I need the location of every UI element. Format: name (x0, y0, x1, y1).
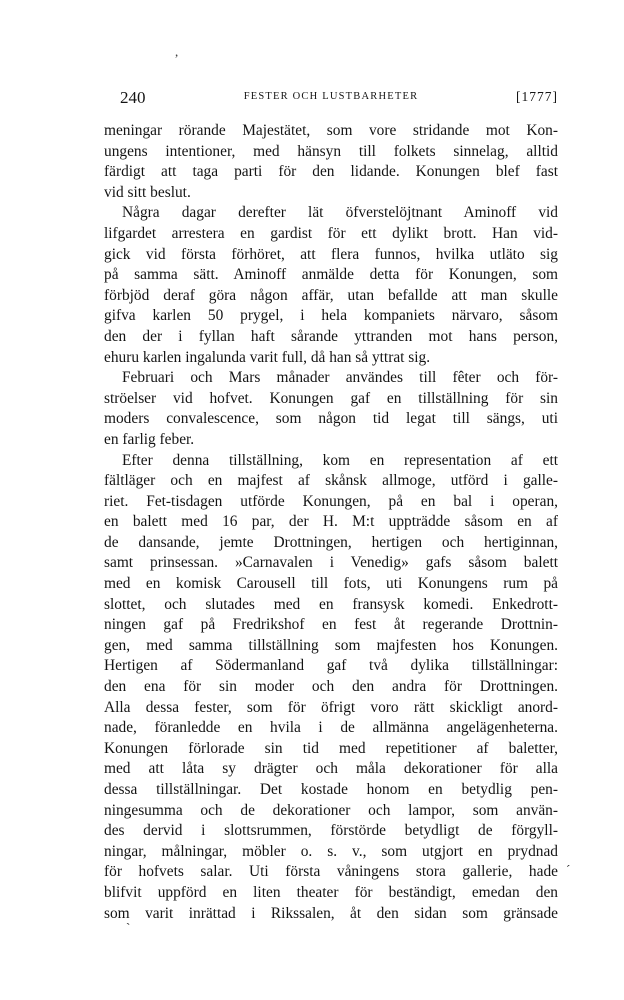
stray-mark: ˊ (566, 862, 571, 877)
text-line: moders convalescence, som någon tid legat till sängs, uti (104, 410, 558, 428)
text-line: Några dagar derefter lät öfverstelöjtnant Aminoff vid (122, 204, 558, 222)
text-line: meningar rörande Majestätet, som vore stridande mot Kon- (104, 122, 558, 139)
text-line: gick vid första förhöret, att flera funnos, hvilka utläto sig (104, 245, 558, 263)
text-line: ehuru karlen ingalunda varit full, då han så yttrat sig. (104, 348, 431, 366)
text-line: ungens intentioner, med hänsyn till folkets sinnelag, alltid (104, 142, 558, 160)
text-line: Efter denna tillställning, kom en representation af ett (122, 451, 558, 469)
text-line: nade, föranledde en hvila i de allmänna angelägenheterna. (104, 719, 558, 737)
text-line: på samma sätt. Aminoff anmälde detta för Konungen, som (104, 266, 558, 284)
text-line: fältläger och en majfest af skånsk allmoge, utförd i galle- (104, 472, 558, 490)
page-number: 240 (120, 88, 146, 107)
text-line: med en komisk Carousell till fots, uti Konungens rum på (104, 575, 558, 593)
text-line: slottet, och slutades med en fransysk komedi. Enkedrott- (104, 595, 558, 613)
text-line: en balett med 16 par, der H. M:t uppträdde såsom en af (104, 513, 558, 531)
stray-mark: ˋ (126, 920, 131, 935)
text-line: en farlig feber. (104, 430, 195, 448)
text-line: samt prinsessan. »Carnavalen i Venedig» gafs såsom balett (104, 554, 558, 572)
text-line: gen, med samma tillställning som majfesten hos Konungen. (104, 636, 558, 654)
text-line: de dansande, jemte Drottningen, hertigen och hertiginnan, (104, 533, 558, 551)
year-marker: [1777] (516, 89, 558, 104)
text-line: des dervid i slottsrummen, förstörde betydligt de förgyll- (104, 822, 558, 840)
running-title: FESTER OCH LUSTBARHETER (243, 91, 419, 102)
text-line: lifgardet arrestera en gardist för ett dylikt brott. Han vid- (104, 224, 558, 242)
text-line: vid sitt beslut. (104, 183, 191, 201)
page-header (104, 88, 558, 110)
stray-mark: , (175, 44, 179, 59)
text-line: Februari och Mars månader användes till fêter och för- (122, 369, 558, 387)
text-line: riet. Fet-tisdagen utförde Konungen, på en bal i operan, (104, 492, 558, 510)
text-line: ningen gaf på Fredrikshof en fest åt regerande Drottnin- (104, 616, 558, 634)
text-line: blifvit uppförd en liten theater för beständigt, emedan den (104, 883, 558, 901)
body-text (104, 121, 558, 924)
text-line: förbjöd deraf göra någon affär, utan befallde att man skulle (104, 286, 558, 304)
text-line: ningesumma och de dekorationer och lampor, som använ- (104, 801, 558, 819)
text-line: den ena för sin moder och den andra för Drottningen. (104, 678, 558, 696)
text-line: färdigt att taga parti för den lidande. Konungen blef fast (104, 163, 558, 181)
text-line: för hofvets salar. Uti första våningens stora gallerie, hade (104, 863, 558, 881)
text-line: med att låta sy drägter och måla dekorationer för alla (104, 760, 558, 778)
text-line: dessa tillställningar. Det kostade honom en betydlig pen- (104, 781, 558, 798)
text-line: ströelser vid hofvet. Konungen gaf en tillställning för sin (104, 389, 558, 407)
text-line: som varit inrättad i Rikssalen, åt den sidan som gränsade (104, 904, 558, 922)
text-line: Alla dessa fester, som för öfrigt voro rätt skickligt anord- (104, 698, 558, 716)
text-line: Konungen förlorade sin tid med repetitioner af baletter, (104, 739, 558, 757)
text-line: ningar, målningar, möbler o. s. v., som utgjort en prydnad (104, 842, 558, 860)
text-line: den der i fyllan haft sårande yttranden mot hans person, (104, 327, 558, 345)
text-line: Hertigen af Södermanland gaf två dylika tillställningar: (104, 657, 558, 675)
text-line: gifva karlen 50 prygel, i hela kompaniets närvaro, såsom (104, 307, 558, 325)
